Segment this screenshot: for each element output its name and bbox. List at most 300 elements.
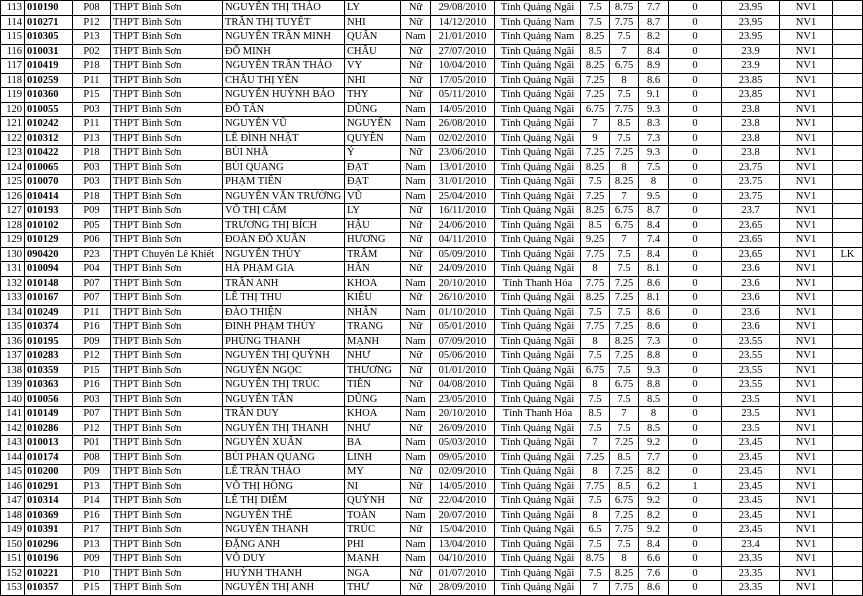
score-1-cell: 8.25 bbox=[581, 59, 610, 74]
given-name-cell: NHƯ bbox=[345, 349, 401, 364]
stt-cell: 137 bbox=[1, 349, 25, 364]
score-1-cell: 8.25 bbox=[581, 160, 610, 175]
score-2-cell: 8.5 bbox=[610, 117, 639, 132]
note-cell bbox=[833, 131, 863, 146]
score-2-cell: 6.75 bbox=[610, 494, 639, 509]
table-row bbox=[1, 44, 863, 59]
school-cell: THPT Bình Sơn bbox=[111, 508, 223, 523]
room-cell: P12 bbox=[73, 15, 111, 30]
birthplace-cell: Tỉnh Quảng Ngãi bbox=[495, 581, 581, 596]
bonus-score-cell: 0 bbox=[669, 291, 722, 306]
note-cell bbox=[833, 1, 863, 16]
wish-cell: NV1 bbox=[780, 581, 833, 596]
note-cell bbox=[833, 421, 863, 436]
stt-cell: 120 bbox=[1, 102, 25, 117]
wish-cell: NV1 bbox=[780, 392, 833, 407]
surname-cell: NGUYỄN NGỌC bbox=[223, 363, 345, 378]
school-cell: THPT Bình Sơn bbox=[111, 392, 223, 407]
table-row bbox=[1, 131, 863, 146]
birthplace-cell: Tỉnh Quảng Nam bbox=[495, 30, 581, 45]
bonus-score-cell: 0 bbox=[669, 233, 722, 248]
bonus-score-cell: 0 bbox=[669, 59, 722, 74]
wish-cell: NV1 bbox=[780, 494, 833, 509]
room-cell: P17 bbox=[73, 523, 111, 538]
surname-cell: HUỲNH THANH bbox=[223, 566, 345, 581]
score-1-cell: 8 bbox=[581, 508, 610, 523]
gender-cell: Nam bbox=[401, 552, 431, 567]
score-2-cell: 8.5 bbox=[610, 450, 639, 465]
given-name-cell: VŨ bbox=[345, 189, 401, 204]
stt-cell: 129 bbox=[1, 233, 25, 248]
surname-cell: TRẦN ANH bbox=[223, 276, 345, 291]
note-cell bbox=[833, 436, 863, 451]
surname-cell: NGUYỄN VĂN TRƯỜNG bbox=[223, 189, 345, 204]
results-table-body bbox=[1, 1, 863, 596]
given-name-cell: LY bbox=[345, 1, 401, 16]
surname-cell: ĐẶNG ANH bbox=[223, 537, 345, 552]
given-name-cell: DŨNG bbox=[345, 102, 401, 117]
note-cell bbox=[833, 305, 863, 320]
gender-cell: Nam bbox=[401, 436, 431, 451]
birthplace-cell: Tỉnh Quảng Ngãi bbox=[495, 218, 581, 233]
student-id-cell: 010196 bbox=[25, 552, 73, 567]
score-3-cell: 8.2 bbox=[639, 508, 669, 523]
score-1-cell: 9.25 bbox=[581, 233, 610, 248]
note-cell bbox=[833, 537, 863, 552]
note-cell bbox=[833, 494, 863, 509]
bonus-score-cell: 0 bbox=[669, 320, 722, 335]
student-id-cell: 010242 bbox=[25, 117, 73, 132]
birth-date-cell: 01/10/2010 bbox=[431, 305, 495, 320]
birth-date-cell: 20/10/2010 bbox=[431, 407, 495, 422]
bonus-score-cell: 0 bbox=[669, 30, 722, 45]
birth-date-cell: 05/09/2010 bbox=[431, 247, 495, 262]
score-2-cell: 7 bbox=[610, 189, 639, 204]
total-score-cell: 23.55 bbox=[722, 349, 780, 364]
stt-cell: 114 bbox=[1, 15, 25, 30]
given-name-cell: HÂN bbox=[345, 262, 401, 277]
surname-cell: NGUYỄN THỊ THẢO bbox=[223, 1, 345, 16]
birth-date-cell: 20/07/2010 bbox=[431, 508, 495, 523]
total-score-cell: 23.9 bbox=[722, 44, 780, 59]
score-3-cell: 8.1 bbox=[639, 262, 669, 277]
table-row bbox=[1, 175, 863, 190]
stt-cell: 132 bbox=[1, 276, 25, 291]
score-3-cell: 8.2 bbox=[639, 465, 669, 480]
room-cell: P06 bbox=[73, 233, 111, 248]
school-cell: THPT Bình Sơn bbox=[111, 566, 223, 581]
total-score-cell: 23.75 bbox=[722, 160, 780, 175]
room-cell: P13 bbox=[73, 30, 111, 45]
gender-cell: Nữ bbox=[401, 363, 431, 378]
room-cell: P10 bbox=[73, 566, 111, 581]
total-score-cell: 23.6 bbox=[722, 262, 780, 277]
room-cell: P02 bbox=[73, 44, 111, 59]
room-cell: P16 bbox=[73, 508, 111, 523]
table-row bbox=[1, 334, 863, 349]
school-cell: THPT Bình Sơn bbox=[111, 450, 223, 465]
school-cell: THPT Bình Sơn bbox=[111, 291, 223, 306]
birth-date-cell: 01/07/2010 bbox=[431, 566, 495, 581]
given-name-cell: ĐẠT bbox=[345, 175, 401, 190]
school-cell: THPT Bình Sơn bbox=[111, 334, 223, 349]
total-score-cell: 23.6 bbox=[722, 276, 780, 291]
wish-cell: NV1 bbox=[780, 233, 833, 248]
stt-cell: 125 bbox=[1, 175, 25, 190]
birthplace-cell: Tỉnh Quảng Ngãi bbox=[495, 320, 581, 335]
room-cell: P09 bbox=[73, 204, 111, 219]
bonus-score-cell: 0 bbox=[669, 378, 722, 393]
given-name-cell: NHÂN bbox=[345, 305, 401, 320]
room-cell: P18 bbox=[73, 59, 111, 74]
score-1-cell: 7 bbox=[581, 117, 610, 132]
given-name-cell: LY bbox=[345, 204, 401, 219]
total-score-cell: 23.8 bbox=[722, 117, 780, 132]
birthplace-cell: Tỉnh Quảng Ngãi bbox=[495, 59, 581, 74]
stt-cell: 131 bbox=[1, 262, 25, 277]
surname-cell: NGUYỄN THỊ QUỲNH bbox=[223, 349, 345, 364]
given-name-cell: THY bbox=[345, 88, 401, 103]
wish-cell: NV1 bbox=[780, 204, 833, 219]
room-cell: P13 bbox=[73, 537, 111, 552]
bonus-score-cell: 0 bbox=[669, 276, 722, 291]
student-id-cell: 010296 bbox=[25, 537, 73, 552]
school-cell: THPT Bình Sơn bbox=[111, 523, 223, 538]
room-cell: P01 bbox=[73, 436, 111, 451]
score-1-cell: 7.5 bbox=[581, 175, 610, 190]
total-score-cell: 23.85 bbox=[722, 88, 780, 103]
total-score-cell: 23.6 bbox=[722, 291, 780, 306]
birthplace-cell: Tỉnh Quảng Ngãi bbox=[495, 363, 581, 378]
bonus-score-cell: 0 bbox=[669, 552, 722, 567]
surname-cell: ĐÀO THIỆN bbox=[223, 305, 345, 320]
table-row bbox=[1, 392, 863, 407]
room-cell: P14 bbox=[73, 494, 111, 509]
score-1-cell: 7.5 bbox=[581, 421, 610, 436]
given-name-cell: NGA bbox=[345, 566, 401, 581]
wish-cell: NV1 bbox=[780, 305, 833, 320]
score-2-cell: 8 bbox=[610, 552, 639, 567]
surname-cell: NGUYỄN TẤN bbox=[223, 392, 345, 407]
birth-date-cell: 25/04/2010 bbox=[431, 189, 495, 204]
bonus-score-cell: 0 bbox=[669, 15, 722, 30]
school-cell: THPT Bình Sơn bbox=[111, 146, 223, 161]
room-cell: P18 bbox=[73, 189, 111, 204]
total-score-cell: 23.5 bbox=[722, 392, 780, 407]
score-3-cell: 8.6 bbox=[639, 581, 669, 596]
score-3-cell: 8.6 bbox=[639, 320, 669, 335]
score-2-cell: 7.5 bbox=[610, 247, 639, 262]
total-score-cell: 23.8 bbox=[722, 146, 780, 161]
score-2-cell: 6.75 bbox=[610, 204, 639, 219]
score-2-cell: 7.5 bbox=[610, 363, 639, 378]
stt-cell: 126 bbox=[1, 189, 25, 204]
wish-cell: NV1 bbox=[780, 320, 833, 335]
table-row bbox=[1, 450, 863, 465]
gender-cell: Nữ bbox=[401, 247, 431, 262]
student-id-cell: 010174 bbox=[25, 450, 73, 465]
gender-cell: Nữ bbox=[401, 233, 431, 248]
birth-date-cell: 05/03/2010 bbox=[431, 436, 495, 451]
wish-cell: NV1 bbox=[780, 291, 833, 306]
note-cell bbox=[833, 146, 863, 161]
school-cell: THPT Bình Sơn bbox=[111, 88, 223, 103]
score-1-cell: 8 bbox=[581, 378, 610, 393]
given-name-cell: TIÊN bbox=[345, 378, 401, 393]
score-3-cell: 8.2 bbox=[639, 30, 669, 45]
score-2-cell: 7.25 bbox=[610, 508, 639, 523]
birth-date-cell: 15/04/2010 bbox=[431, 523, 495, 538]
score-1-cell: 8.5 bbox=[581, 407, 610, 422]
note-cell bbox=[833, 508, 863, 523]
note-cell bbox=[833, 407, 863, 422]
room-cell: P11 bbox=[73, 73, 111, 88]
school-cell: THPT Bình Sơn bbox=[111, 479, 223, 494]
wish-cell: NV1 bbox=[780, 247, 833, 262]
score-1-cell: 7.5 bbox=[581, 566, 610, 581]
wish-cell: NV1 bbox=[780, 479, 833, 494]
score-1-cell: 8 bbox=[581, 334, 610, 349]
score-2-cell: 8.25 bbox=[610, 175, 639, 190]
table-row bbox=[1, 102, 863, 117]
surname-cell: LÊ TRẦN THẢO bbox=[223, 465, 345, 480]
school-cell: THPT Bình Sơn bbox=[111, 15, 223, 30]
score-2-cell: 7.5 bbox=[610, 421, 639, 436]
bonus-score-cell: 0 bbox=[669, 581, 722, 596]
score-2-cell: 6.75 bbox=[610, 59, 639, 74]
score-2-cell: 7.25 bbox=[610, 276, 639, 291]
room-cell: P09 bbox=[73, 334, 111, 349]
birth-date-cell: 01/01/2010 bbox=[431, 363, 495, 378]
wish-cell: NV1 bbox=[780, 15, 833, 30]
score-2-cell: 7.25 bbox=[610, 349, 639, 364]
bonus-score-cell: 0 bbox=[669, 189, 722, 204]
score-2-cell: 7.5 bbox=[610, 88, 639, 103]
given-name-cell: TRANG bbox=[345, 320, 401, 335]
birth-date-cell: 10/04/2010 bbox=[431, 59, 495, 74]
stt-cell: 113 bbox=[1, 1, 25, 16]
surname-cell: PHẠM TIẾN bbox=[223, 175, 345, 190]
student-id-cell: 010271 bbox=[25, 15, 73, 30]
wish-cell: NV1 bbox=[780, 566, 833, 581]
table-row bbox=[1, 247, 863, 262]
birthplace-cell: Tỉnh Quảng Ngãi bbox=[495, 378, 581, 393]
stt-cell: 141 bbox=[1, 407, 25, 422]
wish-cell: NV1 bbox=[780, 363, 833, 378]
wish-cell: NV1 bbox=[780, 436, 833, 451]
student-id-cell: 010422 bbox=[25, 146, 73, 161]
table-row bbox=[1, 160, 863, 175]
surname-cell: HÀ PHẠM GIA bbox=[223, 262, 345, 277]
table-row bbox=[1, 73, 863, 88]
total-score-cell: 23.95 bbox=[722, 15, 780, 30]
student-id-cell: 010013 bbox=[25, 436, 73, 451]
total-score-cell: 23.45 bbox=[722, 494, 780, 509]
gender-cell: Nam bbox=[401, 450, 431, 465]
gender-cell: Nam bbox=[401, 305, 431, 320]
school-cell: THPT Bình Sơn bbox=[111, 378, 223, 393]
gender-cell: Nam bbox=[401, 189, 431, 204]
note-cell bbox=[833, 204, 863, 219]
student-id-cell: 010360 bbox=[25, 88, 73, 103]
bonus-score-cell: 0 bbox=[669, 436, 722, 451]
room-cell: P11 bbox=[73, 117, 111, 132]
student-id-cell: 010414 bbox=[25, 189, 73, 204]
score-2-cell: 8.75 bbox=[610, 1, 639, 16]
score-3-cell: 8.5 bbox=[639, 392, 669, 407]
room-cell: P13 bbox=[73, 479, 111, 494]
bonus-score-cell: 0 bbox=[669, 131, 722, 146]
score-3-cell: 7.3 bbox=[639, 334, 669, 349]
note-cell bbox=[833, 73, 863, 88]
student-id-cell: 010102 bbox=[25, 218, 73, 233]
stt-cell: 140 bbox=[1, 392, 25, 407]
student-id-cell: 010312 bbox=[25, 131, 73, 146]
birth-date-cell: 23/05/2010 bbox=[431, 392, 495, 407]
birthplace-cell: Tỉnh Quảng Ngãi bbox=[495, 102, 581, 117]
student-id-cell: 010357 bbox=[25, 581, 73, 596]
total-score-cell: 23.5 bbox=[722, 407, 780, 422]
note-cell bbox=[833, 581, 863, 596]
stt-cell: 128 bbox=[1, 218, 25, 233]
bonus-score-cell: 0 bbox=[669, 450, 722, 465]
note-cell bbox=[833, 218, 863, 233]
score-1-cell: 6.5 bbox=[581, 523, 610, 538]
birthplace-cell: Tỉnh Quảng Ngãi bbox=[495, 160, 581, 175]
room-cell: P05 bbox=[73, 218, 111, 233]
given-name-cell: KHOA bbox=[345, 407, 401, 422]
total-score-cell: 23.65 bbox=[722, 247, 780, 262]
wish-cell: NV1 bbox=[780, 131, 833, 146]
birthplace-cell: Tỉnh Quảng Ngãi bbox=[495, 450, 581, 465]
school-cell: THPT Bình Sơn bbox=[111, 421, 223, 436]
bonus-score-cell: 0 bbox=[669, 1, 722, 16]
surname-cell: NGUYỄN TRẦN THẢO bbox=[223, 59, 345, 74]
total-score-cell: 23.95 bbox=[722, 30, 780, 45]
note-cell bbox=[833, 117, 863, 132]
table-row bbox=[1, 218, 863, 233]
birth-date-cell: 04/08/2010 bbox=[431, 378, 495, 393]
student-id-cell: 010149 bbox=[25, 407, 73, 422]
birth-date-cell: 14/05/2010 bbox=[431, 479, 495, 494]
wish-cell: NV1 bbox=[780, 189, 833, 204]
note-cell bbox=[833, 262, 863, 277]
room-cell: P09 bbox=[73, 552, 111, 567]
wish-cell: NV1 bbox=[780, 218, 833, 233]
surname-cell: NGUYỄN THỊ TRÚC bbox=[223, 378, 345, 393]
school-cell: THPT Bình Sơn bbox=[111, 320, 223, 335]
surname-cell: NGUYỄN THANH bbox=[223, 523, 345, 538]
score-2-cell: 7.5 bbox=[610, 30, 639, 45]
total-score-cell: 23.65 bbox=[722, 218, 780, 233]
bonus-score-cell: 0 bbox=[669, 508, 722, 523]
gender-cell: Nữ bbox=[401, 146, 431, 161]
gender-cell: Nữ bbox=[401, 1, 431, 16]
gender-cell: Nam bbox=[401, 392, 431, 407]
birthplace-cell: Tỉnh Quảng Ngãi bbox=[495, 73, 581, 88]
wish-cell: NV1 bbox=[780, 1, 833, 16]
note-cell bbox=[833, 102, 863, 117]
stt-cell: 133 bbox=[1, 291, 25, 306]
score-3-cell: 8.9 bbox=[639, 59, 669, 74]
score-3-cell: 8.8 bbox=[639, 378, 669, 393]
gender-cell: Nữ bbox=[401, 465, 431, 480]
note-cell bbox=[833, 566, 863, 581]
total-score-cell: 23.55 bbox=[722, 378, 780, 393]
score-3-cell: 7.6 bbox=[639, 566, 669, 581]
surname-cell: NGUYỄN VŨ bbox=[223, 117, 345, 132]
birth-date-cell: 26/10/2010 bbox=[431, 291, 495, 306]
total-score-cell: 23.35 bbox=[722, 552, 780, 567]
bonus-score-cell: 0 bbox=[669, 88, 722, 103]
school-cell: THPT Bình Sơn bbox=[111, 552, 223, 567]
score-3-cell: 8.4 bbox=[639, 537, 669, 552]
score-3-cell: 9.5 bbox=[639, 189, 669, 204]
table-row bbox=[1, 508, 863, 523]
score-1-cell: 7.5 bbox=[581, 537, 610, 552]
surname-cell: TRƯƠNG THỊ BÍCH bbox=[223, 218, 345, 233]
stt-cell: 116 bbox=[1, 44, 25, 59]
given-name-cell: TRÂM bbox=[345, 247, 401, 262]
gender-cell: Nữ bbox=[401, 59, 431, 74]
stt-cell: 151 bbox=[1, 552, 25, 567]
total-score-cell: 23.45 bbox=[722, 479, 780, 494]
score-1-cell: 7.5 bbox=[581, 494, 610, 509]
birth-date-cell: 02/09/2010 bbox=[431, 465, 495, 480]
bonus-score-cell: 0 bbox=[669, 566, 722, 581]
table-row bbox=[1, 204, 863, 219]
room-cell: P04 bbox=[73, 262, 111, 277]
student-id-cell: 010374 bbox=[25, 320, 73, 335]
given-name-cell: BA bbox=[345, 436, 401, 451]
room-cell: P08 bbox=[73, 450, 111, 465]
table-row bbox=[1, 494, 863, 509]
given-name-cell: NHI bbox=[345, 15, 401, 30]
note-cell bbox=[833, 276, 863, 291]
bonus-score-cell: 0 bbox=[669, 73, 722, 88]
score-2-cell: 7 bbox=[610, 233, 639, 248]
total-score-cell: 23.7 bbox=[722, 204, 780, 219]
table-row bbox=[1, 421, 863, 436]
wish-cell: NV1 bbox=[780, 59, 833, 74]
gender-cell: Nữ bbox=[401, 15, 431, 30]
surname-cell: CHÂU THỊ YẾN bbox=[223, 73, 345, 88]
bonus-score-cell: 0 bbox=[669, 494, 722, 509]
birth-date-cell: 26/08/2010 bbox=[431, 117, 495, 132]
score-1-cell: 6.75 bbox=[581, 102, 610, 117]
birthplace-cell: Tỉnh Quảng Ngãi bbox=[495, 436, 581, 451]
score-3-cell: 8.3 bbox=[639, 117, 669, 132]
score-2-cell: 8.25 bbox=[610, 334, 639, 349]
score-2-cell: 6.75 bbox=[610, 378, 639, 393]
table-row bbox=[1, 117, 863, 132]
table-row bbox=[1, 146, 863, 161]
surname-cell: VÕ THỊ HỒNG bbox=[223, 479, 345, 494]
room-cell: P16 bbox=[73, 320, 111, 335]
school-cell: THPT Bình Sơn bbox=[111, 494, 223, 509]
surname-cell: NGUYỄN THỊ ANH bbox=[223, 581, 345, 596]
gender-cell: Nam bbox=[401, 407, 431, 422]
birth-date-cell: 14/12/2010 bbox=[431, 15, 495, 30]
surname-cell: LÊ THỊ DIỄM bbox=[223, 494, 345, 509]
student-id-cell: 010031 bbox=[25, 44, 73, 59]
total-score-cell: 23.55 bbox=[722, 363, 780, 378]
score-1-cell: 7.25 bbox=[581, 189, 610, 204]
score-3-cell: 6.6 bbox=[639, 552, 669, 567]
bonus-score-cell: 0 bbox=[669, 465, 722, 480]
surname-cell: NGUYỄN THÙY bbox=[223, 247, 345, 262]
birth-date-cell: 29/08/2010 bbox=[431, 1, 495, 16]
